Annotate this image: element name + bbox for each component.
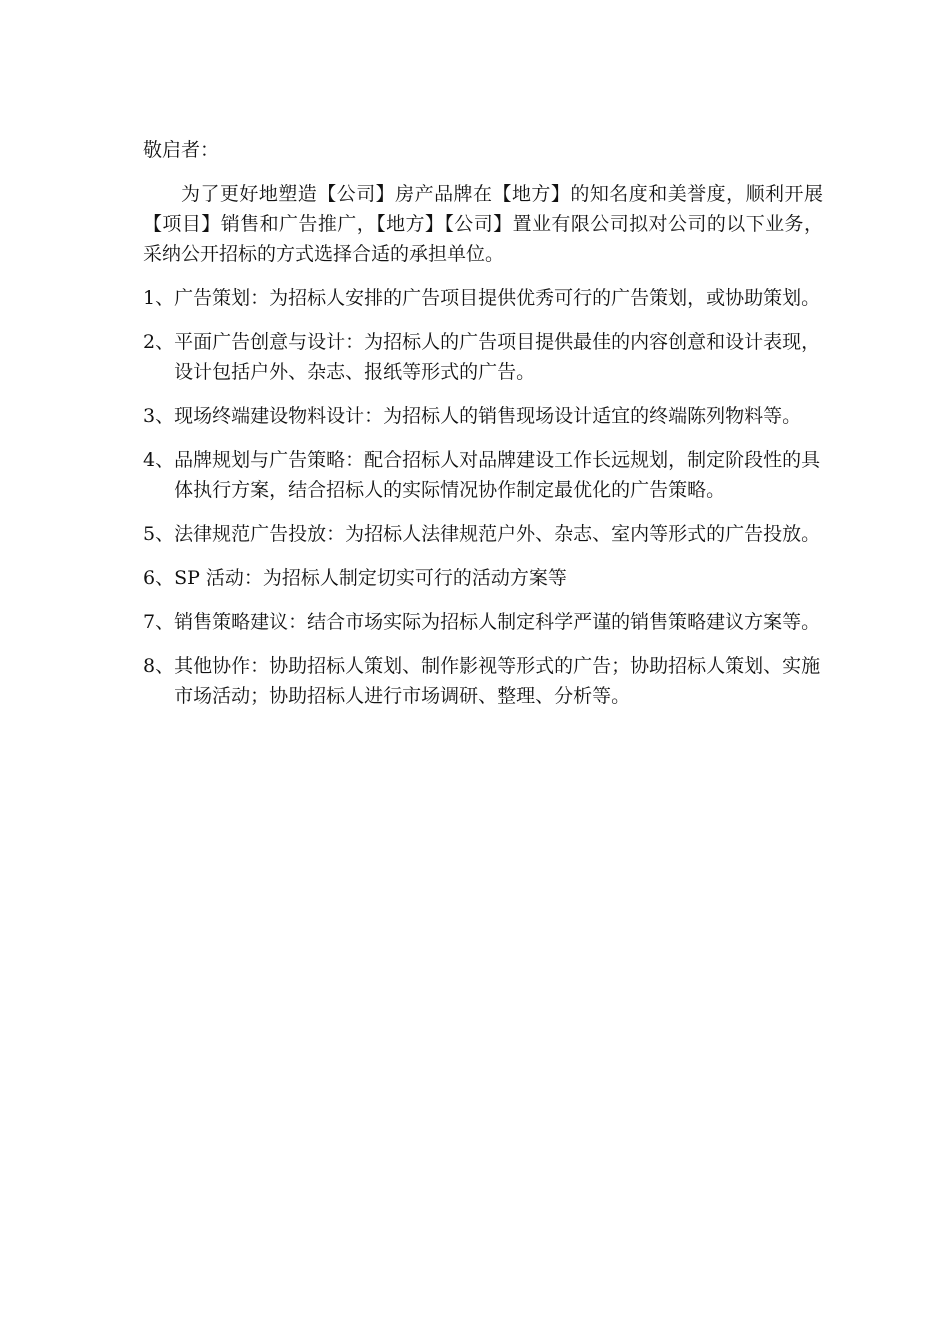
salutation: 敬启者： [143, 139, 220, 161]
list-item-text: 广告策划：为招标人安排的广告项目提供优秀可行的广告策划，或协助策划。 [174, 287, 821, 309]
list-item-number: 6、 [143, 567, 175, 589]
list-item-text: 其他协作：协助招标人策划、制作影视等形式的广告；协助招标人策划、实施市场活动；协助招标人进行市场调研、整理、分析等。 [174, 655, 821, 707]
list-item-text: 销售策略建议：结合市场实际为招标人制定科学严谨的销售策略建议方案等。 [174, 611, 821, 633]
list-item-number: 4、 [143, 449, 175, 471]
list-item-number: 1、 [143, 287, 175, 309]
list-item-text: 平面广告创意与设计：为招标人的广告项目提供最佳的内容创意和设计表现，设计包括户外、杂志、报纸等形式的广告。 [174, 331, 821, 383]
list-item [143, 563, 823, 593]
list-item-number: 8、 [143, 655, 175, 677]
intro-paragraph: 为了更好地塑造【公司】房产品牌在【地方】的知名度和美誉度，顺利开展【项目】销售和广告推广，【地方】【公司】置业有限公司拟对公司的以下业务，采纳公开招标的方式选择合适的承担单位。 [143, 183, 823, 265]
list-item-text: 现场终端建设物料设计：为招标人的销售现场设计适宜的终端陈列物料等。 [174, 405, 802, 427]
list-item [143, 445, 823, 505]
list-item [143, 283, 823, 313]
list-item-number: 5、 [143, 523, 175, 545]
list-item-text: 品牌规划与广告策略：配合招标人对品牌建设工作长远规划，制定阶段性的具体执行方案，结合招标人的实际情况协作制定最优化的广告策略。 [174, 449, 821, 501]
list-item [143, 401, 823, 431]
list-item [143, 607, 823, 637]
list-item [143, 519, 823, 549]
list-item [143, 651, 823, 711]
document-body [143, 135, 823, 725]
list-item [143, 327, 823, 387]
list-item-number: 2、 [143, 331, 175, 353]
list-item-text: 法律规范广告投放：为招标人法律规范户外、杂志、室内等形式的广告投放。 [174, 523, 821, 545]
list-item-text: SP 活动：为招标人制定切实可行的活动方案等 [174, 567, 567, 589]
list-item-number: 7、 [143, 611, 175, 633]
list-item-number: 3、 [143, 405, 175, 427]
